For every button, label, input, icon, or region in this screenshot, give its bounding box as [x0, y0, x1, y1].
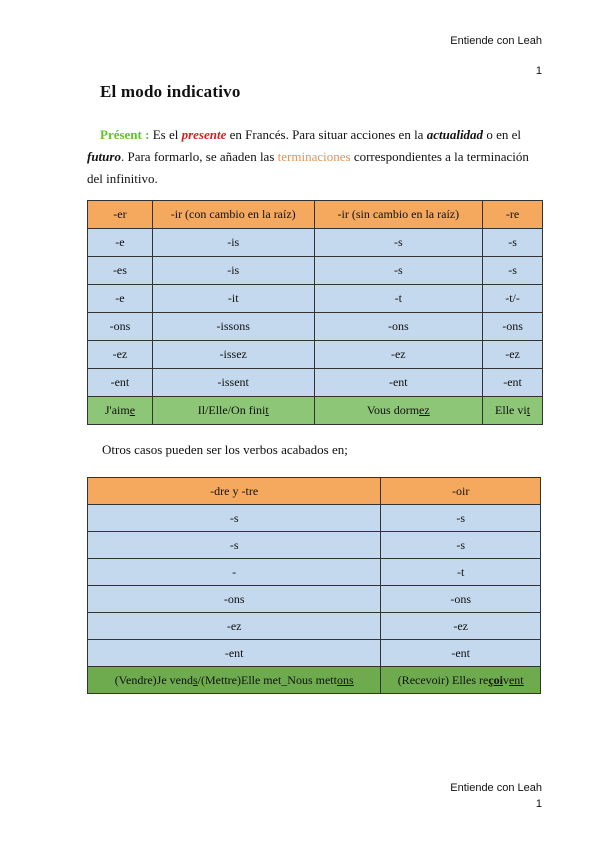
- table-header-cell: -oir: [381, 478, 541, 505]
- example-cell: [88, 397, 153, 425]
- present-label: Présent :: [100, 127, 150, 142]
- table-cell: -ent: [381, 640, 541, 667]
- example-text: Elle vi: [495, 403, 527, 417]
- example-ending: ez: [419, 403, 430, 417]
- example-ending: t: [265, 403, 269, 417]
- table-cell: -ons: [88, 586, 381, 613]
- intro-text: correspondientes a la terminación del infinitivo.: [87, 149, 529, 186]
- page-title: El modo indicativo: [100, 82, 241, 101]
- example-ending: s: [193, 672, 198, 687]
- intro-text: en Francés. Para situar acciones en la: [226, 127, 427, 142]
- table-cell: -: [88, 559, 381, 586]
- example-cell: [88, 667, 381, 694]
- example-text: (Vendre)Je vend: [114, 672, 193, 687]
- header-author: Entiende con Leah: [450, 35, 542, 47]
- table-cell: -ons: [381, 586, 541, 613]
- example-text: v: [502, 672, 509, 687]
- example-text: Vous dorm: [366, 403, 420, 417]
- intro-text: o en el: [483, 127, 521, 142]
- example-ending: ons: [336, 672, 354, 687]
- table-row: [88, 229, 543, 257]
- table-row: [88, 559, 541, 586]
- example-row: [88, 397, 543, 425]
- table-cell: -ent: [88, 369, 153, 397]
- table-cell: -s: [483, 229, 543, 257]
- table-row: [88, 285, 543, 313]
- table-header-cell: -ir (sin cambio en la raíz): [314, 201, 483, 229]
- word-terminaciones: terminaciones: [277, 149, 351, 164]
- table-cell: -ent: [483, 369, 543, 397]
- table-cell: -ez: [88, 613, 381, 640]
- example-cell: [381, 667, 541, 694]
- word-futuro: futuro: [87, 149, 121, 164]
- other-cases-text: Otros casos pueden ser los verbos acabados en;: [102, 442, 348, 457]
- example-ending: e: [129, 403, 136, 417]
- table-row: [88, 341, 543, 369]
- table-cell: -ons: [483, 313, 543, 341]
- example-ending: ent: [508, 672, 524, 687]
- table-header-row: [88, 201, 543, 229]
- example-row: [88, 667, 541, 694]
- table-row: [88, 532, 541, 559]
- table-cell: -ez: [314, 341, 483, 369]
- table-cell: -s: [314, 229, 483, 257]
- table-header-cell: -re: [483, 201, 543, 229]
- table-cell: -s: [88, 505, 381, 532]
- word-presente: presente: [181, 127, 227, 142]
- table-cell: -is: [152, 257, 314, 285]
- table-cell: -ez: [88, 341, 153, 369]
- table-cell: -issons: [152, 313, 314, 341]
- table-row: [88, 505, 541, 532]
- table-cell: -it: [152, 285, 314, 313]
- table-cell: -ons: [314, 313, 483, 341]
- table-cell: -e: [88, 285, 153, 313]
- table-cell: -ez: [483, 341, 543, 369]
- example-text: /(Mettre)Elle met_Nous mett: [197, 672, 337, 687]
- table-cell: -ent: [88, 640, 381, 667]
- table-cell: -e: [88, 229, 153, 257]
- table-cell: -es: [88, 257, 153, 285]
- header-page-number: 1: [535, 65, 542, 77]
- footer-page-number: 1: [535, 798, 542, 810]
- table-header-cell: -dre y -tre: [88, 478, 381, 505]
- footer-author: Entiende con Leah: [450, 782, 542, 794]
- table-row: [88, 313, 543, 341]
- table-cell: -ez: [381, 613, 541, 640]
- table-cell: -ons: [88, 313, 153, 341]
- example-text: (Recevoir) Elles re: [397, 672, 489, 687]
- table-cell: -t/-: [483, 285, 543, 313]
- table-cell: -s: [88, 532, 381, 559]
- table-row: [88, 613, 541, 640]
- example-cell: [483, 397, 543, 425]
- table-row: [88, 640, 541, 667]
- example-cell: [314, 397, 483, 425]
- intro-text: Es el: [149, 127, 182, 142]
- table-header-cell: -ir (con cambio en la raíz): [152, 201, 314, 229]
- table-row: [88, 369, 543, 397]
- example-text: J'aim: [104, 403, 130, 417]
- table-row: [88, 586, 541, 613]
- example-cell: [152, 397, 314, 425]
- table-cell: -issez: [152, 341, 314, 369]
- table-cell: -t: [314, 285, 483, 313]
- table-cell: -ent: [314, 369, 483, 397]
- table-cell: -t: [381, 559, 541, 586]
- table-cell: -s: [314, 257, 483, 285]
- table-cell: -s: [381, 505, 541, 532]
- table-cell: -s: [483, 257, 543, 285]
- table-header-cell: -er: [88, 201, 153, 229]
- example-text: Il/Elle/On fini: [197, 403, 266, 417]
- table-header-row: [88, 478, 541, 505]
- intro-text: . Para formarlo, se añaden las: [120, 149, 278, 164]
- table-row: [88, 257, 543, 285]
- table-cell: -is: [152, 229, 314, 257]
- table-cell: -s: [381, 532, 541, 559]
- word-actualidad: actualidad: [426, 127, 484, 142]
- intro-paragraph: [87, 124, 537, 190]
- table-cell: -issent: [152, 369, 314, 397]
- endings-table-2: [87, 477, 541, 694]
- example-stem-change: çoi: [488, 672, 503, 687]
- example-ending: t: [526, 403, 531, 417]
- endings-table: [87, 200, 543, 425]
